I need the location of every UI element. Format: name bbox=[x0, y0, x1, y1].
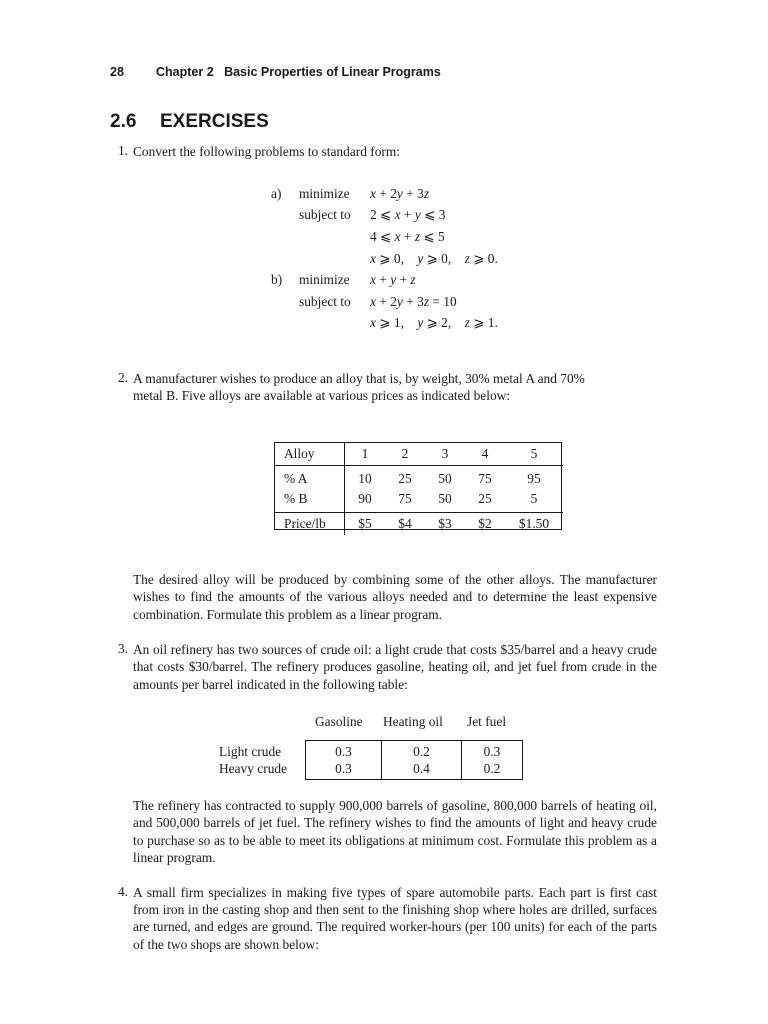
chapter-title: Chapter 2 Basic Properties of Linear Programs bbox=[156, 65, 441, 79]
exercise-4-text: A small firm specializes in making five types of spare automobile parts. Each part is first cast from iron in the casting shop and then sent to the finishing shop where holes are drilled, surfaces are turned, and edges are ground. The required worker-hours (per 100 units) for each of the parts of the two shops are shown below: bbox=[133, 885, 657, 952]
crude-table bbox=[305, 740, 523, 780]
exercise-1-number: 1. bbox=[117, 143, 128, 158]
problem-b-minimize: minimize bbox=[299, 272, 350, 287]
exercise-2-after: The desired alloy will be produced by combining some of the other alloys. The manufacturer wishes to find the amounts of the various alloys needed and to determine the least expensive combination. Formulate this problem as a linear program. bbox=[133, 572, 657, 622]
exercise-1-text: Convert the following problems to standard form: bbox=[133, 144, 401, 159]
problem-a-constraint-1: 2 ⩽ x + y ⩽ 3 bbox=[370, 207, 446, 222]
problem-b-constraint-1: x + 2y + 3z = 10 bbox=[370, 294, 457, 309]
running-head bbox=[110, 65, 441, 79]
problem-a-objective: x + 2y + 3z bbox=[370, 186, 430, 201]
section-heading bbox=[110, 111, 269, 133]
exercise-4-number: 4. bbox=[117, 884, 128, 899]
problem-a-label: a) bbox=[271, 186, 282, 201]
problem-a-nonneg: x ⩾ 0, y ⩾ 0, z ⩾ 0. bbox=[370, 251, 498, 266]
problem-a-minimize: minimize bbox=[299, 186, 350, 201]
page-number: 28 bbox=[110, 65, 124, 79]
exercise-2-line-2: metal B. Five alloys are available at various prices as indicated below: bbox=[133, 388, 511, 403]
problem-b-subject-to: subject to bbox=[299, 294, 351, 309]
crude-col-heating: Heating oil bbox=[383, 714, 443, 729]
crude-gasoline-values: 0.3 0.3 bbox=[335, 744, 352, 776]
section-title: EXERCISES bbox=[160, 111, 269, 132]
crude-row-light: Light crude bbox=[219, 744, 282, 759]
crude-row-heavy: Heavy crude bbox=[219, 761, 288, 776]
exercise-3-after: The refinery has contracted to supply 900,000 barrels of gasoline, 800,000 barrels of heating oil, and 500,000 barrels of jet fuel. The refinery wishes to find the amounts of light and heavy crude to purchase so as to be able to meet its obligations at minimum cost. Formulate this problem as a linear program. bbox=[133, 798, 657, 865]
problem-b-label: b) bbox=[271, 272, 283, 287]
exercise-3-text: An oil refinery has two sources of crude oil: a light crude that costs $35/barrel and a heavy crude that costs $30/barrel. The refinery produces gasoline, heating oil, and jet fuel from crude in the amounts per barrel indicated in the following table: bbox=[133, 642, 657, 692]
crude-heating-values: 0.2 0.4 bbox=[381, 741, 461, 779]
alloy-table bbox=[274, 442, 563, 535]
problem-b-bounds: x ⩾ 1, y ⩾ 2, z ⩾ 1. bbox=[370, 315, 498, 330]
table-row: Price/lb $5 $4 $3 $2 $1.50 bbox=[274, 513, 563, 536]
crude-col-jet: Jet fuel bbox=[467, 714, 507, 729]
problem-a-subject-to: subject to bbox=[299, 207, 351, 222]
exercise-2-number: 2. bbox=[117, 370, 128, 385]
crude-col-gasoline: Gasoline bbox=[315, 714, 363, 729]
table-row: % A 10 25 50 75 95 bbox=[274, 466, 563, 490]
exercise-2-line-1: A manufacturer wishes to produce an alloy that is, by weight, 30% metal A and 70% bbox=[133, 371, 585, 386]
section-number: 2.6 bbox=[110, 111, 137, 132]
crude-jet-values: 0.3 0.2 bbox=[461, 741, 522, 779]
table-row: Alloy 1 2 3 4 5 bbox=[274, 442, 563, 466]
table-row: % B 90 75 50 25 5 bbox=[274, 489, 563, 513]
problem-b-objective: x + y + z bbox=[370, 272, 416, 287]
exercise-3-number: 3. bbox=[117, 641, 128, 656]
problem-a-constraint-2: 4 ⩽ x + z ⩽ 5 bbox=[370, 229, 445, 244]
